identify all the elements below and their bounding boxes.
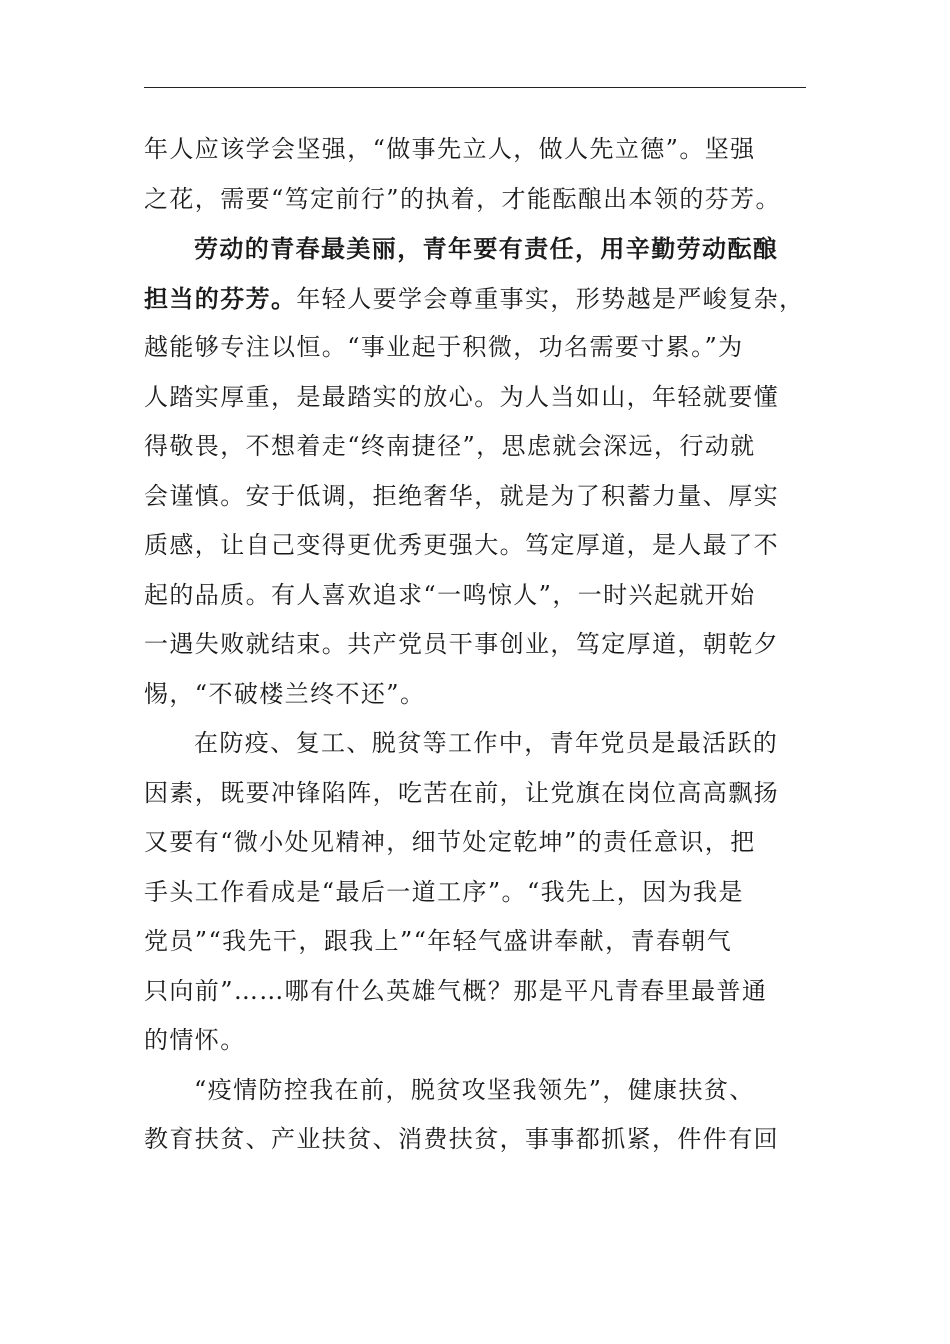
text-line bbox=[144, 571, 806, 621]
header-rule bbox=[144, 87, 806, 88]
body-text: 只向前”……哪有什么英雄气概？那是平凡青春里最普通 bbox=[144, 976, 768, 1005]
body-text: 会谨慎。安于低调，拒绝奢华，就是为了积蓄力量、厚实 bbox=[144, 481, 779, 510]
text-line bbox=[144, 818, 806, 868]
body-text: 得敬畏，不想着走“终南捷径”，思虑就会深远，行动就 bbox=[144, 432, 756, 460]
paragraph bbox=[144, 719, 806, 1066]
paragraph bbox=[144, 224, 806, 719]
text-line bbox=[144, 967, 806, 1017]
bold-text: 担当的芬芳。 bbox=[144, 283, 297, 313]
text-line bbox=[144, 670, 806, 720]
text-line bbox=[144, 125, 806, 175]
body-text: 一遇失败就结束。共产党员干事创业，笃定厚道，朝乾夕 bbox=[144, 630, 779, 658]
paragraph bbox=[144, 125, 806, 224]
body-text: 手头工作看成是“最后一道工序”。“我先上，因为我是 bbox=[144, 877, 744, 906]
text-line bbox=[144, 422, 806, 472]
text-line bbox=[144, 769, 806, 819]
body-text: 起的品质。有人喜欢追求“一鸣惊人”，一时兴起就开始 bbox=[144, 580, 756, 609]
document-body bbox=[144, 125, 806, 1165]
text-line bbox=[144, 1016, 806, 1066]
body-text: 在防疫、复工、脱贫等工作中，青年党员是最活跃的 bbox=[194, 729, 779, 757]
text-line bbox=[144, 472, 806, 522]
body-text: 之花，需要“笃定前行”的执着，才能酝酿出本领的芬芳。 bbox=[144, 184, 781, 213]
text-line bbox=[144, 1066, 806, 1116]
body-text: 又要有“微小处见精神，细节处定乾坤”的责任意识，把 bbox=[144, 828, 756, 856]
text-line bbox=[144, 175, 806, 225]
text-line bbox=[144, 868, 806, 918]
text-line bbox=[144, 323, 806, 373]
body-text: 年轻人要学会尊重事实，形势越是严峻复杂， bbox=[296, 284, 805, 313]
body-text: 的情怀。 bbox=[144, 1026, 246, 1054]
paragraph bbox=[144, 1066, 806, 1165]
text-line bbox=[144, 620, 806, 670]
bold-text: 劳动的青春最美丽，青年要有责任，用辛勤劳动酝酿 bbox=[194, 234, 779, 263]
text-line bbox=[144, 373, 806, 423]
body-text: 越能够专注以恒。“事业起于积微，功名需要寸累。”为 bbox=[144, 333, 744, 361]
text-line bbox=[144, 719, 806, 769]
text-line bbox=[144, 274, 806, 324]
text-line bbox=[144, 1115, 806, 1165]
body-text: 党员”“我先干，跟我上”“年轻气盛讲奉献，青春朝气 bbox=[144, 927, 733, 955]
body-text: 教育扶贫、产业扶贫、消费扶贫，事事都抓紧，件件有回 bbox=[144, 1125, 779, 1153]
body-text: 因素，既要冲锋陷阵，吃苦在前，让党旗在岗位高高飘扬 bbox=[144, 778, 779, 807]
body-text: 年人应该学会坚强，“做事先立人，做人先立德”。坚强 bbox=[144, 135, 756, 163]
body-text: 质感，让自己变得更优秀更强大。笃定厚道，是人最了不 bbox=[144, 531, 779, 559]
text-line bbox=[144, 917, 806, 967]
text-line bbox=[144, 521, 806, 571]
body-text: 人踏实厚重，是最踏实的放心。为人当如山，年轻就要懂 bbox=[144, 382, 779, 411]
body-text: “疫情防控我在前，脱贫攻坚我领先”，健康扶贫、 bbox=[194, 1075, 755, 1104]
body-text: 惕，“不破楼兰终不还”。 bbox=[144, 679, 426, 708]
text-line bbox=[144, 224, 806, 274]
